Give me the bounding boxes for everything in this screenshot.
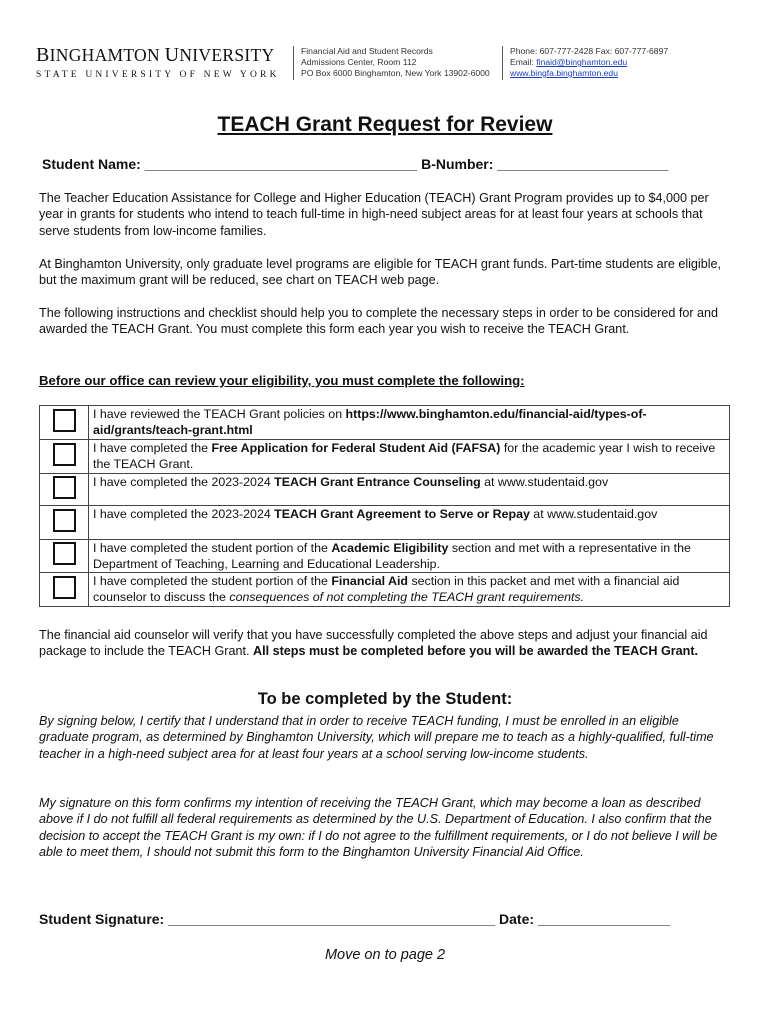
page-title: TEACH Grant Request for Review [217, 113, 553, 136]
confirm-paragraph: My signature on this form confirms my intention of receiving the TEACH Grant, which may become a loan as described above if I do not fulfill all federal requirements as determined by the U.S. Department of Education. I also confirm that the decision to accept the TEACH Grant is my own: if I do not agree to the fulfillment requirements, or I do not believe I will be able to meet them, I should not submit this form to the Binghamton University Financial Aid Office. [39, 796, 718, 860]
signature-date-line[interactable]: Student Signature: __________________________________________ Date: _________________ [39, 911, 671, 927]
checkbox-cell [40, 540, 89, 573]
checkbox-cell [40, 573, 89, 607]
checklist-text: I have completed the 2023-2024 TEACH Grant Entrance Counseling at www.studentaid.gov [89, 474, 730, 506]
checklist-text: I have completed the student portion of the Financial Aid section in this packet and met with a financial aid counselor to discuss the consequences of not completing the TEACH grant requirements. [89, 573, 730, 607]
contact-email-row [510, 57, 668, 68]
certify-paragraph: By signing below, I certify that I understand that in order to receive TEACH funding, I must be enrolled in an eligible graduate program, as determined by Binghamton University, which will prepare me to teach as a highly-qualified, full-time teacher in a high-need subject area for at least four years at a school serving low-income students. [39, 714, 714, 761]
office-address [293, 46, 490, 80]
logo-wordmark: BINGHAMTON UNIVERSITY [36, 44, 275, 66]
student-name-bnumber-line[interactable]: Student Name: ___________________________________ B-Number: ______________________ [42, 156, 669, 172]
checkbox[interactable] [53, 509, 76, 532]
verify-paragraph: The financial aid counselor will verify that you have successfully completed the above steps and adjust your financial aid package to include the TEACH Grant. All steps must be completed before you will be awarded the TEACH Grant. [39, 628, 708, 659]
contact-info [502, 46, 668, 80]
checklist-text: I have completed the Free Application for Federal Student Aid (FAFSA) for the academic year I wish to receive the TEACH Grant. [89, 440, 730, 474]
checkbox[interactable] [53, 542, 76, 565]
checkbox[interactable] [53, 443, 76, 466]
website-link[interactable]: www.bingfa.binghamton.edu [510, 68, 618, 78]
checklist-row [40, 406, 730, 440]
checkbox[interactable] [53, 576, 76, 599]
checkbox-cell [40, 506, 89, 540]
office-line: Financial Aid and Student Records [301, 46, 433, 56]
checklist-row [40, 506, 730, 540]
office-line: Admissions Center, Room 112 [301, 57, 417, 67]
checkbox-cell [40, 440, 89, 474]
university-logo [36, 44, 286, 80]
checklist-row [40, 540, 730, 573]
checklist-text: I have reviewed the TEACH Grant policies on https://www.binghamton.edu/financial-aid/types-of-aid/grants/teach-grant.html [89, 406, 730, 440]
checkbox-cell [40, 474, 89, 506]
checklist-table [39, 405, 730, 607]
checkbox[interactable] [53, 409, 76, 432]
email-link[interactable]: finaid@binghamton.edu [536, 57, 628, 67]
student-section-heading: To be completed by the Student: [257, 690, 513, 708]
logo-subtitle: STATE UNIVERSITY OF NEW YORK [36, 70, 280, 80]
email-label: Email: [510, 57, 537, 67]
intro-paragraph-1: The Teacher Education Assistance for College and Higher Education (TEACH) Grant Program provides up to $4,000 per year in grants for students who intend to teach full-time in high-need subject areas for at least four years at schools that serve students from low-income families. [39, 191, 709, 238]
letterhead [0, 44, 770, 84]
checklist-heading: Before our office can review your eligibility, you must complete the following: [39, 373, 525, 388]
checkbox[interactable] [53, 476, 76, 499]
contact-phone: Phone: 607-777-2428 Fax: 607-777-6897 [510, 46, 669, 56]
intro-paragraph-2: At Binghamton University, only graduate level programs are eligible for TEACH grant funds. Part-time students are eligible, but the maximum grant will be reduced, see chart on TEACH web page. [39, 257, 722, 288]
checkbox-cell [40, 406, 89, 440]
page-footer: Move on to page 2 [324, 947, 446, 963]
checklist-text: I have completed the student portion of the Academic Eligibility section and met with a representative in the Department of Teaching, Learning and Educational Leadership. [89, 540, 730, 573]
checklist-text: I have completed the 2023-2024 TEACH Grant Agreement to Serve or Repay at www.studentaid.gov [89, 506, 730, 540]
checklist-row [40, 440, 730, 474]
checklist-row [40, 573, 730, 607]
office-line: PO Box 6000 Binghamton, New York 13902-6000 [301, 68, 490, 78]
checklist-row [40, 474, 730, 506]
intro-paragraph-3: The following instructions and checklist should help you to complete the necessary steps in order to be considered for and awarded the TEACH Grant. You must complete this form each year you wish to receive the TEACH Grant. [39, 306, 719, 337]
